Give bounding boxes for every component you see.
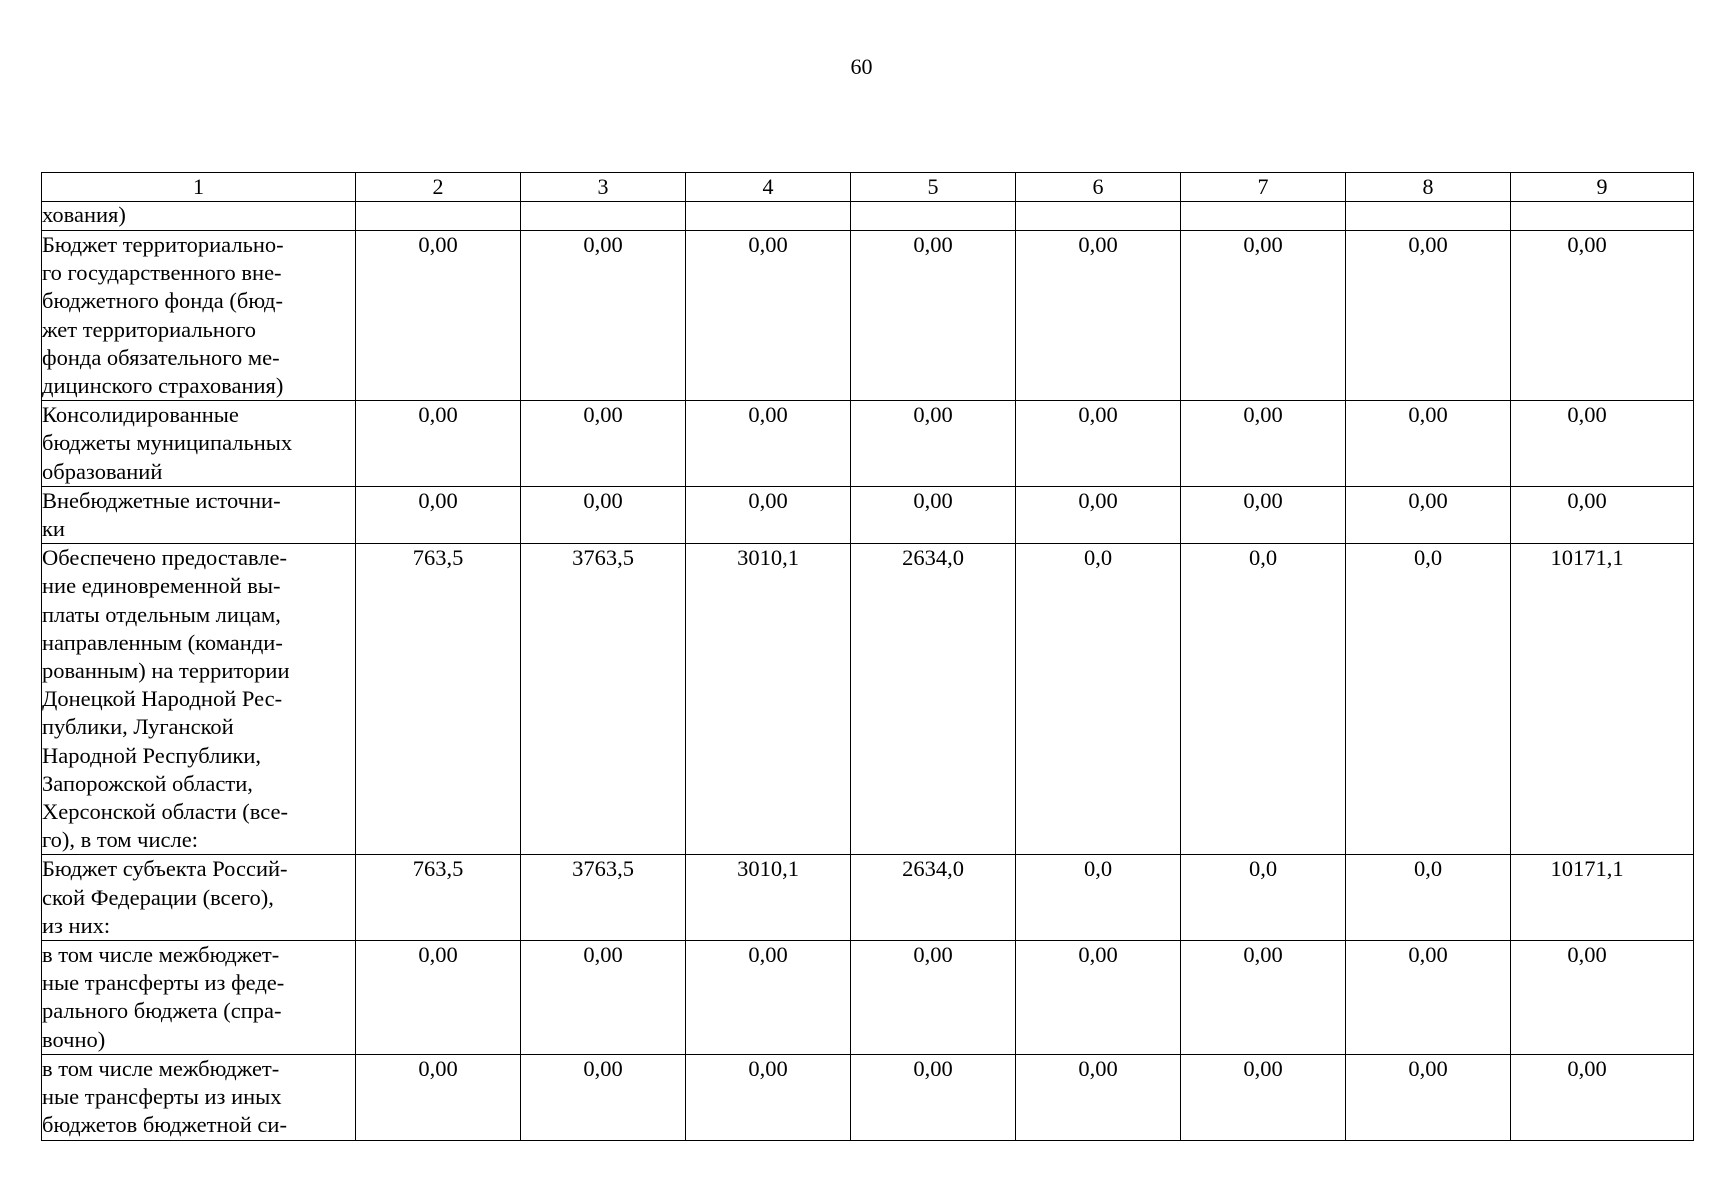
value-cell: 0,00 bbox=[686, 401, 851, 487]
value-cell: 0,00 bbox=[356, 941, 521, 1055]
row-label-line: дицинского страхования) bbox=[42, 373, 284, 399]
row-label-line: вочно) bbox=[42, 1026, 106, 1052]
row-label-line: бюджетного фонда (бюд- bbox=[42, 288, 283, 314]
value-cell: 0,0 bbox=[1181, 544, 1346, 855]
table-row bbox=[42, 941, 1694, 1055]
row-label-line: Херсонской области (все- bbox=[42, 799, 289, 825]
row-label-line: рованным) на территории bbox=[42, 658, 290, 684]
row-label: хования) bbox=[42, 202, 356, 231]
row-label bbox=[42, 401, 356, 487]
value-cell: 3763,5 bbox=[521, 855, 686, 941]
column-header: 5 bbox=[851, 173, 1016, 202]
value-cell: 0,00 bbox=[1016, 941, 1181, 1055]
value-cell: 0,00 bbox=[521, 401, 686, 487]
column-header: 3 bbox=[521, 173, 686, 202]
value-cell: 0,00 bbox=[1346, 231, 1511, 401]
row-label bbox=[42, 941, 356, 1055]
column-header: 6 bbox=[1016, 173, 1181, 202]
value-cell: 3010,1 bbox=[686, 855, 851, 941]
row-label-line: бюджетов бюджетной си- bbox=[42, 1112, 287, 1138]
value-cell: 0,00 bbox=[1511, 486, 1694, 543]
value-cell: 0,00 bbox=[851, 401, 1016, 487]
row-label bbox=[42, 855, 356, 941]
value-cell: 763,5 bbox=[356, 855, 521, 941]
budget-table bbox=[41, 172, 1694, 1141]
value-cell: 0,00 bbox=[686, 1054, 851, 1140]
value-cell: 0,00 bbox=[356, 486, 521, 543]
row-label-line: ки bbox=[42, 516, 65, 542]
table-cell bbox=[851, 202, 1016, 231]
table-header-row bbox=[42, 173, 1694, 202]
row-label-line: Бюджет территориально- bbox=[42, 232, 284, 257]
row-label-line: Запорожской области, bbox=[42, 770, 253, 796]
value-cell: 0,00 bbox=[1181, 401, 1346, 487]
value-cell: 0,0 bbox=[1181, 855, 1346, 941]
column-header: 4 bbox=[686, 173, 851, 202]
value-cell: 0,0 bbox=[1016, 544, 1181, 855]
row-label-line: образований bbox=[42, 458, 163, 484]
value-cell: 0,00 bbox=[1346, 941, 1511, 1055]
value-cell: 0,0 bbox=[1346, 544, 1511, 855]
value-cell: 0,00 bbox=[1181, 1054, 1346, 1140]
row-label-line: Бюджет субъекта Россий- bbox=[42, 856, 288, 882]
value-cell: 0,00 bbox=[1511, 941, 1694, 1055]
table-row bbox=[42, 544, 1694, 855]
row-label-line: в том числе межбюджет- bbox=[42, 1055, 280, 1081]
value-cell: 0,0 bbox=[1346, 855, 1511, 941]
table-row bbox=[42, 1054, 1694, 1140]
row-label bbox=[42, 486, 356, 543]
value-cell: 0,00 bbox=[356, 231, 521, 401]
table-row bbox=[42, 855, 1694, 941]
value-cell: 0,00 bbox=[851, 1054, 1016, 1140]
value-cell: 0,00 bbox=[1016, 1054, 1181, 1140]
table-cell bbox=[1346, 202, 1511, 231]
row-label-line: ные трансферты из феде- bbox=[42, 970, 285, 996]
row-label-line: Консолидированные bbox=[42, 402, 239, 428]
table-cell bbox=[1181, 202, 1346, 231]
value-cell: 0,00 bbox=[1016, 401, 1181, 487]
row-label bbox=[42, 1054, 356, 1140]
column-header: 9 bbox=[1511, 173, 1694, 202]
table-row bbox=[42, 486, 1694, 543]
value-cell: 0,00 bbox=[686, 941, 851, 1055]
value-cell: 763,5 bbox=[356, 544, 521, 855]
page-number: 60 bbox=[850, 54, 873, 79]
value-cell: 0,00 bbox=[1016, 486, 1181, 543]
value-cell: 3763,5 bbox=[521, 544, 686, 855]
row-label-line: Народной Республики, bbox=[42, 742, 261, 768]
row-label-line: ской Федерации (всего), bbox=[42, 884, 274, 910]
column-header: 2 bbox=[356, 173, 521, 202]
value-cell: 0,00 bbox=[1016, 231, 1181, 401]
table-cell bbox=[356, 202, 521, 231]
row-label-line: Внебюджетные источни- bbox=[42, 487, 281, 513]
value-cell: 0,00 bbox=[1181, 231, 1346, 401]
row-label-line: публики, Луганской bbox=[42, 714, 234, 740]
table-cell bbox=[521, 202, 686, 231]
table-cell bbox=[1016, 202, 1181, 231]
value-cell: 0,00 bbox=[356, 401, 521, 487]
value-cell: 0,00 bbox=[1346, 1054, 1511, 1140]
row-label bbox=[42, 231, 356, 401]
value-cell: 0,00 bbox=[851, 941, 1016, 1055]
row-label-line: из них: bbox=[42, 912, 111, 938]
value-cell: 2634,0 bbox=[851, 855, 1016, 941]
row-label-line: жет территориального bbox=[42, 316, 257, 342]
row-label-line: в том числе межбюджет- bbox=[42, 942, 280, 968]
table-cell bbox=[686, 202, 851, 231]
row-label-line: го), в том числе: bbox=[42, 827, 198, 853]
value-cell: 0,00 bbox=[521, 486, 686, 543]
value-cell: 0,00 bbox=[1511, 401, 1694, 487]
row-label-line: рального бюджета (спра- bbox=[42, 998, 282, 1024]
value-cell: 0,00 bbox=[356, 1054, 521, 1140]
row-label-line: бюджеты муниципальных bbox=[42, 430, 293, 456]
column-header: 8 bbox=[1346, 173, 1511, 202]
table-row bbox=[42, 231, 1694, 401]
row-label-line: платы отдельным лицам, bbox=[42, 601, 281, 627]
row-label bbox=[42, 544, 356, 855]
value-cell: 0,00 bbox=[1346, 401, 1511, 487]
value-cell: 2634,0 bbox=[851, 544, 1016, 855]
table-cell bbox=[1511, 202, 1694, 231]
value-cell: 0,00 bbox=[521, 941, 686, 1055]
value-cell: 0,00 bbox=[521, 231, 686, 401]
row-label-line: фонда обязательного ме- bbox=[42, 344, 280, 370]
row-label-line: ные трансферты из иных bbox=[42, 1084, 282, 1110]
value-cell: 0,00 bbox=[686, 486, 851, 543]
row-label-line: Обеспечено предоставле- bbox=[42, 545, 287, 571]
value-cell: 0,00 bbox=[521, 1054, 686, 1140]
value-cell: 0,00 bbox=[1181, 941, 1346, 1055]
value-cell: 0,00 bbox=[1181, 486, 1346, 543]
row-label-line: направленным (команди- bbox=[42, 629, 283, 655]
table-row bbox=[42, 401, 1694, 487]
value-cell: 0,00 bbox=[851, 231, 1016, 401]
row-label-line: ние единовременной вы- bbox=[42, 573, 281, 599]
value-cell: 3010,1 bbox=[686, 544, 851, 855]
column-header: 7 bbox=[1181, 173, 1346, 202]
row-label-line: Донецкой Народной Рес- bbox=[42, 686, 283, 712]
row-label-line: го государственного вне- bbox=[42, 260, 282, 286]
value-cell: 0,00 bbox=[1511, 231, 1694, 401]
value-cell: 0,00 bbox=[851, 486, 1016, 543]
continuation-row bbox=[42, 202, 1694, 231]
value-cell: 10171,1 bbox=[1511, 855, 1694, 941]
value-cell: 10171,1 bbox=[1511, 544, 1694, 855]
value-cell: 0,00 bbox=[1511, 1054, 1694, 1140]
value-cell: 0,00 bbox=[686, 231, 851, 401]
value-cell: 0,00 bbox=[1346, 486, 1511, 543]
column-header: 1 bbox=[42, 173, 356, 202]
value-cell: 0,0 bbox=[1016, 855, 1181, 941]
